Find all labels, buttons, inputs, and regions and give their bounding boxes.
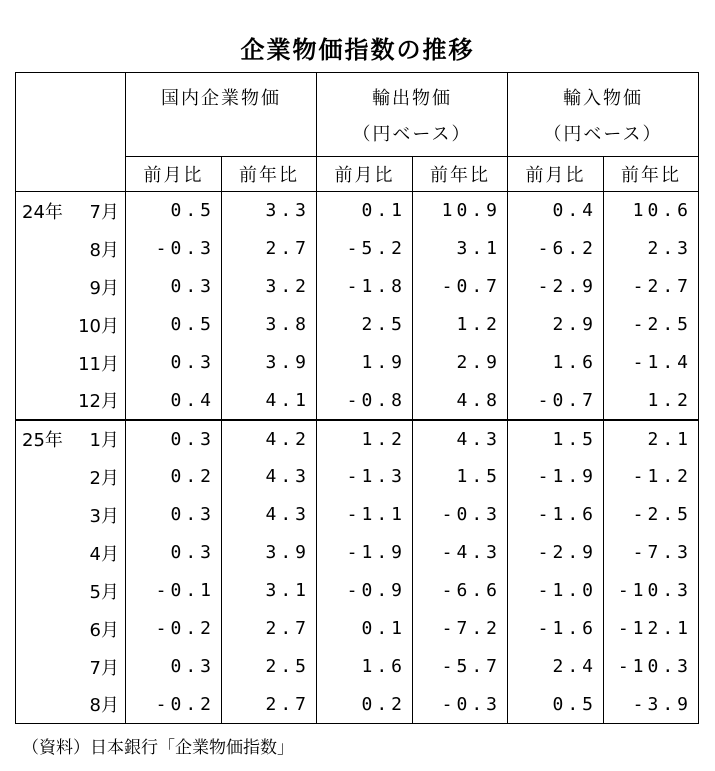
- cell-domestic-mom: 0.3: [126, 534, 222, 572]
- cell-import-yoy: -1.4: [604, 344, 699, 382]
- cell-import-yoy: -10.3: [604, 648, 699, 686]
- cell-export-yoy: -5.7: [413, 648, 508, 686]
- cell-domestic-yoy: 2.7: [222, 686, 317, 724]
- cell-domestic-mom: 0.3: [126, 268, 222, 306]
- corner-cell: [16, 73, 126, 192]
- cell-export-mom: 1.9: [317, 344, 413, 382]
- cell-export-yoy: -0.3: [413, 686, 508, 724]
- row-month: 8月: [89, 239, 119, 261]
- cell-domestic-yoy: 4.1: [222, 382, 317, 420]
- cell-export-mom: -1.9: [317, 534, 413, 572]
- table-row: [16, 230, 699, 268]
- table-row: [16, 458, 699, 496]
- header-domestic-label: 国内企業物価: [161, 88, 281, 109]
- page-title: 企業物価指数の推移: [240, 36, 475, 64]
- cell-export-mom: 0.1: [317, 610, 413, 648]
- row-month: 8月: [89, 695, 119, 717]
- table-row: [16, 648, 699, 686]
- cell-domestic-yoy: 2.7: [222, 230, 317, 268]
- cell-import-mom: -1.0: [508, 572, 604, 610]
- cell-export-mom: -5.2: [317, 230, 413, 268]
- row-label: [16, 306, 126, 344]
- cell-export-mom: -1.3: [317, 458, 413, 496]
- row-label: [16, 192, 126, 230]
- row-month: 10月: [78, 315, 119, 337]
- cell-export-yoy: 3.1: [413, 230, 508, 268]
- cell-export-yoy: 4.8: [413, 382, 508, 420]
- cell-domestic-yoy: 2.5: [222, 648, 317, 686]
- row-label: [16, 382, 126, 420]
- row-label: [16, 458, 126, 496]
- cell-export-mom: -1.1: [317, 496, 413, 534]
- cell-import-mom: 1.6: [508, 344, 604, 382]
- cell-import-yoy: 2.1: [604, 420, 699, 458]
- header-export-yoy: 前年比: [413, 157, 508, 192]
- cell-domestic-yoy: 2.7: [222, 610, 317, 648]
- cell-domestic-yoy: 3.2: [222, 268, 317, 306]
- header-import-mom: 前月比: [508, 157, 604, 192]
- row-month: 1月: [89, 430, 119, 451]
- cell-import-yoy: 2.3: [604, 230, 699, 268]
- cell-import-mom: 0.5: [508, 686, 604, 724]
- cell-domestic-mom: -0.1: [126, 572, 222, 610]
- row-month: 5月: [89, 581, 119, 603]
- cell-import-yoy: -2.5: [604, 306, 699, 344]
- row-month: 9月: [89, 277, 119, 299]
- cell-export-yoy: 2.9: [413, 344, 508, 382]
- cell-domestic-yoy: 3.8: [222, 306, 317, 344]
- table-row: [16, 306, 699, 344]
- cell-import-yoy: -2.5: [604, 496, 699, 534]
- cell-export-mom: -1.8: [317, 268, 413, 306]
- cell-import-mom: 1.5: [508, 420, 604, 458]
- cell-domestic-mom: 0.4: [126, 382, 222, 420]
- header-import-label: 輸入物価: [563, 88, 643, 109]
- cell-import-mom: -1.6: [508, 610, 604, 648]
- row-label: [16, 534, 126, 572]
- cell-import-mom: 0.4: [508, 192, 604, 230]
- cell-export-mom: 1.6: [317, 648, 413, 686]
- cell-import-yoy: 10.6: [604, 192, 699, 230]
- table-row: [16, 268, 699, 306]
- row-label: [16, 496, 126, 534]
- header-export-label: 輸出物価: [372, 88, 452, 109]
- cell-export-yoy: -6.6: [413, 572, 508, 610]
- cell-export-mom: -0.9: [317, 572, 413, 610]
- header-export-mom: 前月比: [317, 157, 413, 192]
- cell-domestic-mom: 0.3: [126, 648, 222, 686]
- header-import-yoy: 前年比: [604, 157, 699, 192]
- row-label: [16, 610, 126, 648]
- header-domestic: [126, 73, 317, 157]
- row-month: 6月: [89, 619, 119, 641]
- table-row: [16, 344, 699, 382]
- row-label: [16, 648, 126, 686]
- cell-export-mom: 2.5: [317, 306, 413, 344]
- cell-domestic-yoy: 4.3: [222, 458, 317, 496]
- cell-export-yoy: -0.7: [413, 268, 508, 306]
- row-month: 7月: [89, 657, 119, 679]
- cell-domestic-yoy: 3.9: [222, 534, 317, 572]
- header-export: [317, 73, 508, 157]
- table-row: [16, 496, 699, 534]
- cell-domestic-yoy: 3.3: [222, 192, 317, 230]
- cell-export-yoy: -0.3: [413, 496, 508, 534]
- table-row: [16, 572, 699, 610]
- cell-import-yoy: 1.2: [604, 382, 699, 420]
- cell-import-yoy: -1.2: [604, 458, 699, 496]
- table-row: [16, 420, 699, 458]
- header-import: [508, 73, 699, 157]
- row-year: 24年: [22, 201, 63, 223]
- cell-import-yoy: -10.3: [604, 572, 699, 610]
- table-body: [16, 192, 699, 724]
- cell-domestic-yoy: 4.3: [222, 496, 317, 534]
- cell-domestic-mom: -0.2: [126, 686, 222, 724]
- cell-import-mom: 2.4: [508, 648, 604, 686]
- table-row: [16, 534, 699, 572]
- header-domestic-mom: 前月比: [126, 157, 222, 192]
- cell-import-mom: -2.9: [508, 268, 604, 306]
- source-note: （資料）日本銀行「企業物価指数」: [22, 738, 294, 758]
- row-month: 7月: [89, 201, 119, 223]
- table-row: [16, 610, 699, 648]
- cell-import-mom: -1.9: [508, 458, 604, 496]
- row-month: 4月: [89, 543, 119, 565]
- cell-domestic-mom: -0.2: [126, 610, 222, 648]
- cell-import-yoy: -7.3: [604, 534, 699, 572]
- row-label: [16, 420, 126, 458]
- header-export-sub: （円ベース）: [352, 124, 472, 145]
- row-month: 2月: [89, 467, 119, 489]
- cell-export-mom: 1.2: [317, 420, 413, 458]
- cell-export-yoy: 4.3: [413, 420, 508, 458]
- row-label: [16, 686, 126, 724]
- cell-export-yoy: 10.9: [413, 192, 508, 230]
- cell-domestic-mom: 0.5: [126, 192, 222, 230]
- row-month: 11月: [78, 353, 119, 375]
- table-row: [16, 686, 699, 724]
- cell-export-yoy: 1.2: [413, 306, 508, 344]
- row-month: 12月: [78, 391, 119, 412]
- cell-export-yoy: 1.5: [413, 458, 508, 496]
- cell-domestic-yoy: 3.9: [222, 344, 317, 382]
- cell-domestic-mom: 0.2: [126, 458, 222, 496]
- header-import-sub: （円ベース）: [543, 124, 663, 145]
- cell-domestic-mom: 0.3: [126, 344, 222, 382]
- cell-import-mom: -2.9: [508, 534, 604, 572]
- row-label: [16, 344, 126, 382]
- cell-domestic-yoy: 4.2: [222, 420, 317, 458]
- table-row: [16, 382, 699, 420]
- row-label: [16, 268, 126, 306]
- cell-export-yoy: -7.2: [413, 610, 508, 648]
- cell-export-mom: -0.8: [317, 382, 413, 420]
- cell-import-yoy: -2.7: [604, 268, 699, 306]
- cell-domestic-yoy: 3.1: [222, 572, 317, 610]
- row-year: 25年: [22, 430, 63, 451]
- cell-import-yoy: -12.1: [604, 610, 699, 648]
- cell-domestic-mom: -0.3: [126, 230, 222, 268]
- cell-import-mom: -1.6: [508, 496, 604, 534]
- row-label: [16, 572, 126, 610]
- cell-domestic-mom: 0.3: [126, 496, 222, 534]
- row-month: 3月: [89, 505, 119, 527]
- cell-import-mom: -6.2: [508, 230, 604, 268]
- cell-export-mom: 0.2: [317, 686, 413, 724]
- price-index-table: [15, 72, 699, 724]
- cell-export-yoy: -4.3: [413, 534, 508, 572]
- cell-import-mom: -0.7: [508, 382, 604, 420]
- cell-import-yoy: -3.9: [604, 686, 699, 724]
- cell-domestic-mom: 0.3: [126, 420, 222, 458]
- cell-import-mom: 2.9: [508, 306, 604, 344]
- table-row: [16, 192, 699, 230]
- cell-export-mom: 0.1: [317, 192, 413, 230]
- header-domestic-yoy: 前年比: [222, 157, 317, 192]
- cell-domestic-mom: 0.5: [126, 306, 222, 344]
- row-label: [16, 230, 126, 268]
